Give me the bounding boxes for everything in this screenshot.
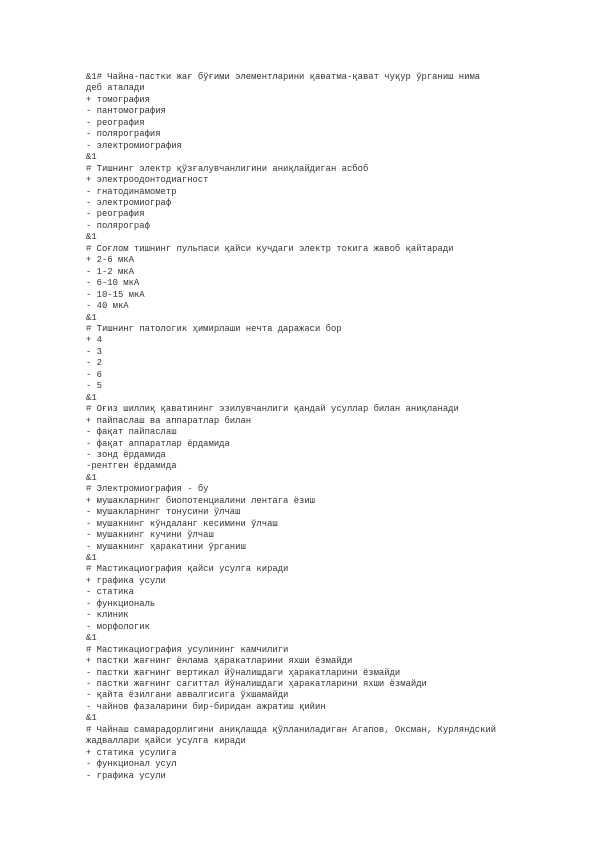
text-line: - функционал усул bbox=[86, 759, 177, 770]
text-line: - реография bbox=[86, 209, 145, 220]
text-line: -рентген ёрдамида bbox=[86, 461, 177, 472]
text-line: &1 bbox=[86, 472, 97, 483]
text-line: + пайпаслаш ва аппаратлар билан bbox=[86, 415, 252, 426]
text-line: - мушакларнинг тонусини ўлчаш bbox=[86, 507, 241, 518]
text-line: &1 bbox=[86, 312, 97, 323]
text-line: - 6 bbox=[86, 369, 102, 380]
text-line: - гнатодинамометр bbox=[86, 186, 177, 197]
text-line: + 2-6 мкА bbox=[86, 255, 134, 266]
text-line: - 3 bbox=[86, 346, 102, 357]
text-line: - полярография bbox=[86, 129, 161, 140]
text-line: - 40 мкА bbox=[86, 301, 129, 312]
text-line: # Мастикациография қайси усулга киради bbox=[86, 564, 289, 575]
text-line: - полярограф bbox=[86, 220, 150, 231]
text-line: - функциональ bbox=[86, 598, 156, 609]
text-line: - электромиография bbox=[86, 140, 182, 151]
text-line: + 4 bbox=[86, 335, 102, 346]
text-line: + томография bbox=[86, 94, 150, 105]
text-line: - фақат аппаратлар ёрдамида bbox=[86, 438, 230, 449]
text-line: - мушакнинг кўндаланг кесимини ўлчаш bbox=[86, 518, 278, 529]
text-line: - фақат пайпаслаш bbox=[86, 427, 177, 438]
text-line: - пастки жағнинг вертикал йўналишдаги ҳаракатларини ёзмайди bbox=[86, 667, 401, 678]
text-line: &1 bbox=[86, 392, 97, 403]
text-line: - графика усули bbox=[86, 770, 166, 781]
text-line: - пастки жағнинг сагиттал йўналишдаги ҳаракатларини яхши ёзмайди bbox=[86, 679, 427, 690]
text-line: # Оғиз шиллиқ қаватининг эзилувчанлиги қандай усуллар билан аниқланади bbox=[86, 404, 459, 415]
text-line: - реография bbox=[86, 117, 145, 128]
text-line: # Тишнинг электр қўзғалувчанлигини аниқлайдиган асбоб bbox=[86, 163, 369, 174]
text-line: - 6-10 мкА bbox=[86, 278, 140, 289]
text-line: + статика усулига bbox=[86, 747, 177, 758]
text-line: - электромиограф bbox=[86, 197, 172, 208]
text-line: - мушакнинг ҳаракатини ўрганиш bbox=[86, 541, 246, 552]
text-line: - мушакнинг кучини ўлчаш bbox=[86, 530, 214, 541]
text-line: # Чайнаш самарадорлигини аниқлашда қўлланиладиган Агапов, Оксман, Курляндский bbox=[86, 724, 497, 735]
text-line: - чайнов фазаларини бир-биридан ажратиш қийин bbox=[86, 701, 326, 712]
text-line: + электроодонтодиагност bbox=[86, 175, 209, 186]
text-line: - пантомография bbox=[86, 106, 166, 117]
text-line: - 10-15 мкА bbox=[86, 289, 145, 300]
text-line: &1 bbox=[86, 553, 97, 564]
text-line: жадваллари қайси усулга киради bbox=[86, 736, 246, 747]
text-line: &1 bbox=[86, 152, 97, 163]
text-line: - морфологик bbox=[86, 621, 150, 632]
text-line: &1 bbox=[86, 232, 97, 243]
text-line: - зонд ёрдамида bbox=[86, 449, 166, 460]
text-line: &1# Чайна-пастки жағ бўғими элементларини қаватма-қават чуқур ўрганиш нима bbox=[86, 72, 481, 82]
text-line: - клиник bbox=[86, 610, 129, 621]
text-line: - 5 bbox=[86, 381, 102, 392]
text-line: # Мастикациография усулининг камчилиги bbox=[86, 644, 289, 655]
text-line: + пастки жағнинг ёнлама ҳаракатларини яхши ёзмайди bbox=[86, 656, 353, 667]
text-line: &1 bbox=[86, 633, 97, 644]
text-line: &1 bbox=[86, 713, 97, 724]
text-line: + мушакларнинг биопотенциалини лентага ёзиш bbox=[86, 495, 316, 506]
document-page bbox=[86, 72, 556, 782]
text-line: # Соғлом тишнинг пульпаси қайси кучдаги электр токига жавоб қайтаради bbox=[86, 243, 454, 254]
text-line: - қайта ёзилгани аввалгисига ўхшамайди bbox=[86, 690, 289, 701]
text-line: + графика усули bbox=[86, 575, 166, 586]
text-line: - 2 bbox=[86, 358, 102, 369]
text-line: - статика bbox=[86, 587, 134, 598]
text-line: - 1-2 мкА bbox=[86, 266, 134, 277]
text-line: # Электромиография - бу bbox=[86, 484, 209, 495]
text-line: деб аталади bbox=[86, 83, 145, 94]
text-line: # Тишнинг патологик ҳимирлаши нечта даражаси бор bbox=[86, 323, 342, 334]
